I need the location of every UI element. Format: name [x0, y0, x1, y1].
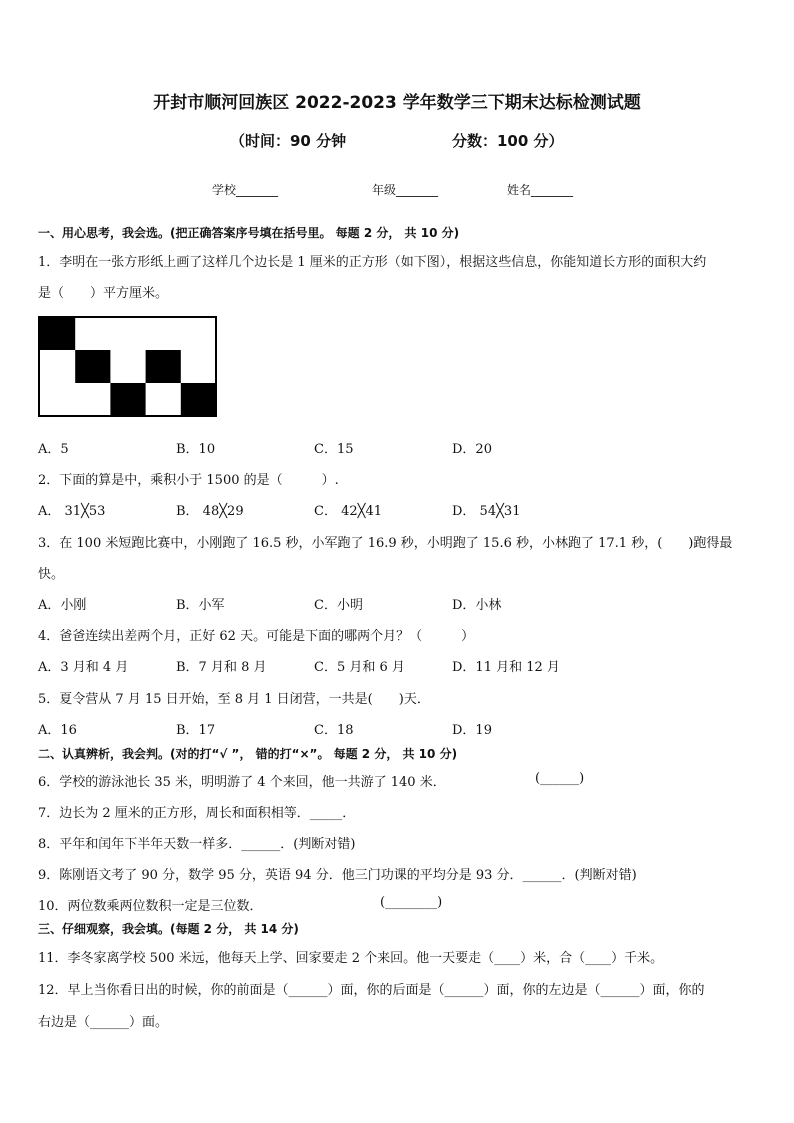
q7-text: 7．边长为 2 厘米的正方形，周长和面积相等．_____． — [38, 806, 356, 821]
q10-text: 10．两位数乘两位数积一定是三位数． — [38, 899, 263, 914]
q1-option-a: A．5 — [38, 442, 69, 457]
q12-line1: 12．早上当你看日出的时候，你的前面是（______）面，你的后面是（______）面，你的左边是（______）面，你的 — [38, 983, 705, 998]
score-label: 分数：100 分） — [452, 132, 564, 150]
q1-line2: 是（ ）平方厘米。 — [38, 286, 169, 301]
name-field: 姓名_______ — [507, 183, 574, 197]
q3-line1: 3．在 100 米短跑比赛中，小刚跑了 16.5 秒，小军跑了 16.9 秒，小明跑了 15.6 秒，小林跑了 17.1 秒，( )跑得最 — [38, 536, 733, 551]
q4-option-c: C．5 月和 6 月 — [314, 660, 405, 675]
q5-option-d: D．19 — [452, 723, 492, 738]
filled-square — [146, 350, 181, 383]
q5-option-b: B．17 — [176, 723, 216, 738]
q2-option-d: D． 54╳31 — [452, 504, 521, 519]
section2-heading: 二、认真辨析，我会判。(对的打“√ ”， 错的打“×”。 每题 2 分， 共 10 分) — [38, 747, 458, 761]
q3-option-a: A．小刚 — [38, 598, 87, 613]
q1-option-b: B．10 — [176, 442, 216, 457]
filled-square — [181, 383, 216, 416]
q4-option-d: D．11 月和 12 月 — [452, 660, 560, 675]
q3-option-c: C．小明 — [314, 598, 363, 613]
exam-title: 开封市顺河回族区 2022-2023 学年数学三下期末达标检测试题 — [153, 93, 641, 113]
section3-heading: 三、仔细观察，我会填。(每题 2 分， 共 14 分) — [38, 922, 299, 936]
q4-option-b: B．7 月和 8 月 — [176, 660, 267, 675]
time-label: （时间：90 分钟 — [230, 132, 347, 150]
square-grid-figure — [38, 316, 218, 418]
q2-text: 2．下面的算是中，乘积小于 1500 的是（ ）. — [38, 473, 339, 488]
q12-line2: 右边是（______）面。 — [38, 1015, 169, 1030]
filled-square — [110, 383, 145, 416]
q8-text: 8．平年和闰年下半年天数一样多．______．(判断对错) — [38, 837, 356, 852]
q11-text: 11．李冬家离学校 500 米远，他每天上学、回家要走 2 个来回。他一天要走（____）米，合（____）千米。 — [38, 951, 664, 966]
q4-text: 4．爸爸连续出差两个月，正好 62 天。可能是下面的哪两个月？（ ） — [38, 629, 475, 644]
q1-option-d: D．20 — [452, 442, 492, 457]
filled-square — [40, 317, 75, 350]
q9-text: 9．陈刚语文考了 90 分，数学 95 分，英语 94 分．他三门功课的平均分是 93 分．______．(判断对错) — [38, 868, 637, 883]
q1-line1: 1．李明在一张方形纸上画了这样几个边长是 1 厘米的正方形（如下图），根据这些信息，你能知道长方形的面积大约 — [38, 255, 707, 270]
q4-option-a: A．3 月和 4 月 — [38, 660, 129, 675]
q10-answer-blank: (________) — [380, 895, 443, 910]
q3-line2: 快。 — [38, 567, 65, 582]
q6-answer-blank: (______) — [535, 771, 585, 786]
filled-square — [75, 350, 110, 383]
q3-option-d: D．小林 — [452, 598, 502, 613]
q6-text: 6．学校的游泳池长 35 米，明明游了 4 个来回，他一共游了 140 米． — [38, 775, 446, 790]
q2-option-b: B． 48╳29 — [176, 504, 244, 519]
q5-option-a: A．16 — [38, 723, 77, 738]
grade-field: 年级_______ — [372, 183, 439, 197]
q5-text: 5．夏令营从 7 月 15 日开始，至 8 月 1 日闭营，一共是( )天． — [38, 692, 430, 707]
q2-option-c: C． 42╳41 — [314, 504, 382, 519]
section1-heading: 一、用心思考，我会选。(把正确答案序号填在括号里。 每题 2 分， 共 10 分) — [38, 226, 460, 240]
q5-option-c: C．18 — [314, 723, 354, 738]
q3-option-b: B．小军 — [176, 598, 225, 613]
school-field: 学校_______ — [212, 183, 279, 197]
q2-option-a: A． 31╳53 — [38, 504, 106, 519]
q1-option-c: C．15 — [314, 442, 354, 457]
